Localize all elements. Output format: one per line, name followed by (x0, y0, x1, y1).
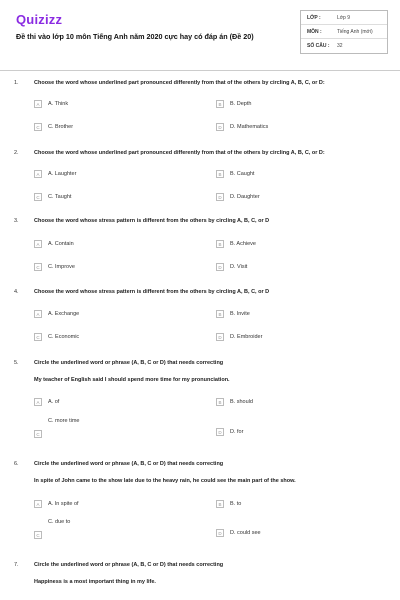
option-letter-box: A (34, 240, 42, 248)
option-b[interactable] (216, 100, 251, 108)
info-row-count (301, 39, 387, 53)
option-letter-box: A (34, 398, 42, 406)
document-title: Đề thi vào lớp 10 môn Tiếng Anh năm 2020 cực hay có đáp án (Đề 20) (16, 32, 254, 41)
option-d[interactable] (216, 193, 260, 201)
question-number: 1. (14, 80, 19, 86)
question-text: Choose the word whose stress pattern is different from the others by circling A, B, C, or D (34, 218, 270, 224)
option-d[interactable] (216, 123, 268, 131)
option-b[interactable] (216, 240, 256, 248)
option-text: B. Achieve (230, 241, 256, 247)
option-letter-box: A (34, 500, 42, 508)
option-letter-box: C (34, 263, 42, 271)
option-a[interactable] (34, 398, 59, 406)
option-d[interactable] (216, 428, 243, 436)
option-text: D. Embroider (230, 334, 263, 340)
option-d[interactable] (216, 333, 262, 341)
option-c[interactable] (34, 193, 71, 201)
option-letter-box: A (34, 100, 42, 108)
option-d[interactable] (216, 529, 261, 537)
question-number: 4. (14, 289, 19, 295)
option-text: C. more time (48, 418, 80, 424)
header-divider (0, 70, 400, 71)
option-text: B. should (230, 399, 253, 405)
option-text: D. could see (230, 530, 261, 536)
option-letter-box: D (216, 333, 224, 341)
info-value: Tiếng Anh (mới) (337, 28, 373, 35)
option-text: C. Economic (48, 334, 80, 340)
info-key: MÔN : (307, 28, 322, 35)
option-letter-box: D (216, 263, 224, 271)
option-text: A. Laughter (48, 171, 77, 177)
option-text: C. Brother (48, 124, 74, 130)
option-a[interactable] (34, 170, 76, 178)
question-number: 6. (14, 461, 19, 467)
question-number: 5. (14, 360, 19, 366)
option-letter-box: B (216, 170, 224, 178)
option-d[interactable] (216, 263, 247, 271)
option-text: D. Visit (230, 264, 248, 270)
option-letter-box: D (216, 529, 224, 537)
question-number: 3. (14, 218, 19, 224)
option-b[interactable] (216, 310, 250, 318)
option-text: D. Mathematics (230, 124, 269, 130)
question-text: Circle the underlined word or phrase (A, B, C or D) that needs correcting (34, 562, 224, 568)
question-text: Choose the word whose underlined part pronounced differently from that of the others by circling A, B, C, or D: (34, 80, 325, 86)
info-key: SỐ CÂU : (307, 43, 330, 49)
option-c[interactable] (34, 123, 73, 131)
option-text: A. Think (48, 101, 69, 107)
option-text: D. for (230, 429, 244, 435)
question-text: Choose the word whose stress pattern is different from the others by circling A, B, C, or D (34, 289, 270, 295)
option-text: B. Caught (230, 171, 255, 177)
question-text: Circle the underlined word or phrase (A, B, C or D) that needs correcting (34, 360, 224, 366)
option-text: C. Improve (48, 264, 75, 270)
option-text: C. Taught (48, 194, 72, 200)
option-b[interactable] (216, 398, 253, 406)
option-text: D. Daughter (230, 194, 260, 200)
option-text: C. due to (48, 519, 71, 525)
info-value: Lớp 9 (337, 14, 351, 21)
info-value: 32 (337, 43, 343, 49)
option-text: A. In spite of (48, 501, 79, 507)
option-c[interactable] (34, 418, 80, 438)
question-number: 2. (14, 150, 19, 156)
option-a[interactable] (34, 310, 79, 318)
option-a[interactable] (34, 240, 74, 248)
option-letter-box: C (34, 193, 42, 201)
question-text: Choose the word whose underlined part pronounced differently from that of the others by circling A, B, C, or D: (34, 150, 325, 156)
option-letter-box: D (216, 193, 224, 201)
question-number: 7. (14, 562, 19, 568)
option-letter-box: B (216, 240, 224, 248)
option-b[interactable] (216, 500, 241, 508)
question-sentence: In spite of John came to the show late due to the heavy rain, he could see the main part of the show. (34, 478, 296, 484)
option-letter-box: D (216, 123, 224, 131)
question-sentence: Happiness is a most important thing in my life. (34, 579, 156, 585)
option-letter-box: C (34, 123, 42, 131)
quizizz-logo: Quizizz (16, 12, 63, 27)
option-letter-box: B (216, 100, 224, 108)
option-c[interactable] (34, 519, 71, 539)
option-text: B. to (230, 501, 242, 507)
option-c[interactable] (34, 263, 75, 271)
option-letter-box: B (216, 398, 224, 406)
question-sentence: My teacher of English said I should spend more time for my pronunciation. (34, 377, 230, 383)
option-letter-box: C (34, 430, 42, 438)
option-c[interactable] (34, 333, 79, 341)
option-letter-box: B (216, 310, 224, 318)
option-text: A. Exchange (48, 311, 80, 317)
option-text: B. Invite (230, 311, 250, 317)
info-row-class (301, 11, 387, 25)
option-a[interactable] (34, 500, 79, 508)
option-letter-box: C (34, 531, 42, 539)
option-text: B. Depth (230, 101, 252, 107)
option-a[interactable] (34, 100, 68, 108)
info-box (300, 10, 388, 54)
info-key: LỚP : (307, 14, 321, 21)
option-letter-box: D (216, 428, 224, 436)
option-letter-box: A (34, 310, 42, 318)
info-row-subject (301, 25, 387, 39)
option-text: A. of (48, 399, 60, 405)
option-b[interactable] (216, 170, 254, 178)
option-text: A. Contain (48, 241, 74, 247)
option-letter-box: B (216, 500, 224, 508)
question-text: Circle the underlined word or phrase (A, B, C or D) that needs correcting (34, 461, 224, 467)
option-letter-box: A (34, 170, 42, 178)
option-letter-box: C (34, 333, 42, 341)
